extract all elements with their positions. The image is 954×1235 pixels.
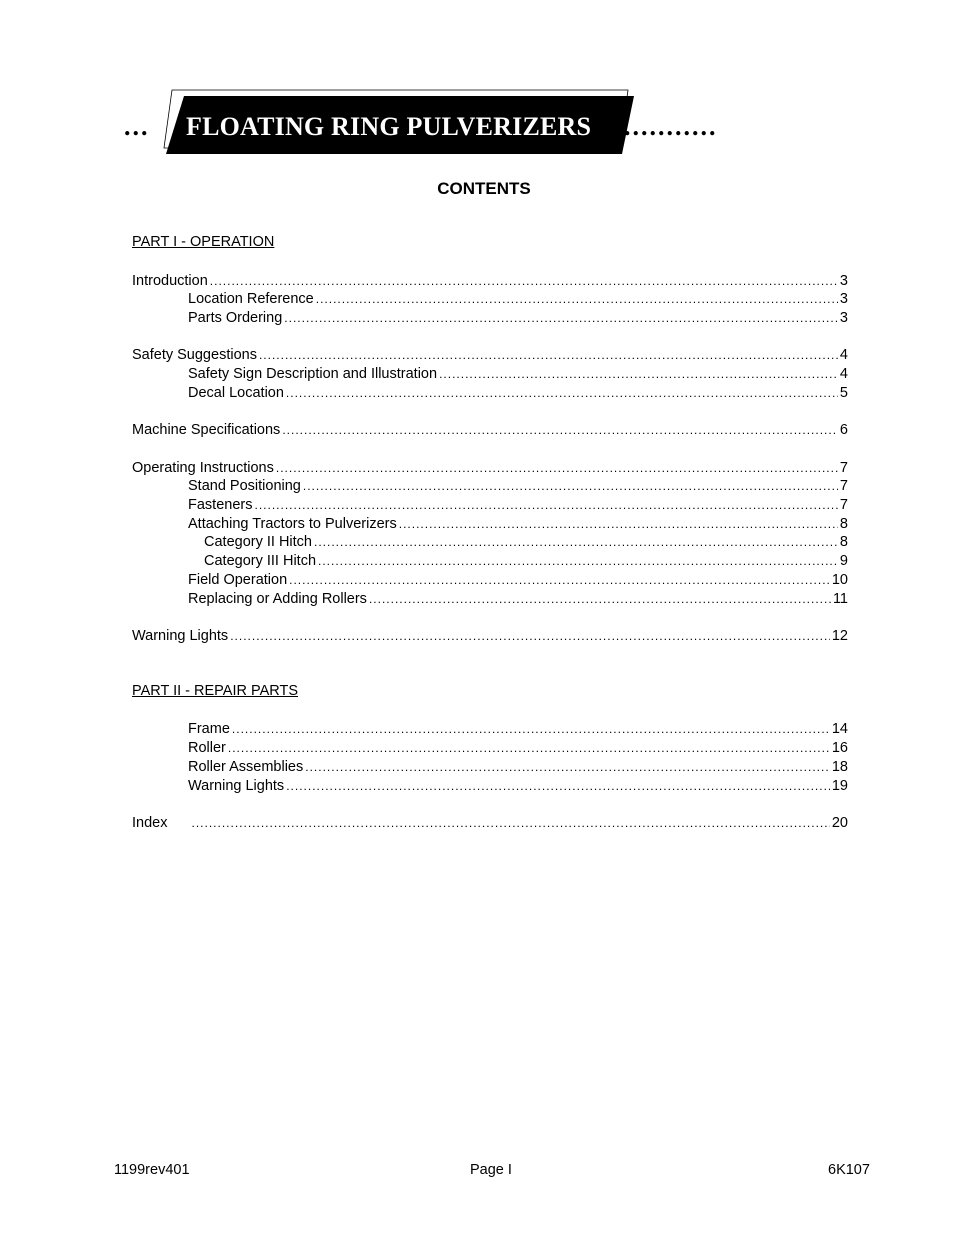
toc-page-number: 12 [831, 628, 848, 644]
toc-leader [284, 309, 838, 327]
toc-label: Stand Positioning [188, 478, 301, 494]
toc-label: Frame [188, 721, 230, 737]
toc-entry[interactable] [188, 515, 848, 533]
toc-leader [254, 496, 837, 514]
toc-label: Location Reference [188, 291, 314, 307]
toc-leader [316, 290, 838, 308]
toc-label: Field Operation [188, 572, 288, 588]
toc-page-number: 7 [839, 478, 848, 494]
toc-page-number: 3 [839, 291, 848, 307]
toc-leader [286, 384, 838, 402]
toc-label: Roller Assemblies [188, 759, 304, 775]
toc-label: Replacing or Adding Rollers [188, 591, 367, 607]
toc-entry[interactable] [188, 777, 848, 795]
toc-page-number: 19 [831, 778, 848, 794]
toc-entry[interactable] [132, 272, 848, 290]
toc-page-number: 14 [831, 721, 848, 737]
toc-label: Introduction [132, 273, 208, 289]
part2-heading: PART II - REPAIR PARTS [132, 683, 298, 699]
toc-entry[interactable] [188, 309, 848, 327]
title-banner [120, 88, 790, 160]
toc-label: Parts Ordering [188, 310, 283, 326]
toc-leader [305, 758, 830, 776]
toc-page-number: 7 [839, 497, 848, 513]
toc-page-number: 3 [839, 273, 848, 289]
toc-label: Fasteners [188, 497, 253, 513]
toc-label: Attaching Tractors to Pulverizers [188, 516, 397, 532]
toc-entry[interactable] [204, 533, 848, 551]
toc-entry[interactable] [132, 627, 848, 645]
toc-page-number: 11 [832, 591, 848, 607]
toc-page-number: 8 [839, 516, 848, 532]
toc-page-number: 3 [839, 310, 848, 326]
toc-label: Operating Instructions [132, 460, 274, 476]
toc-label: Machine Specifications [132, 422, 281, 438]
toc-label: Roller [188, 740, 226, 756]
toc-leader [276, 459, 838, 477]
toc-entry[interactable] [132, 814, 848, 832]
toc-leader [318, 552, 838, 570]
banner-dots-left: ... [124, 112, 150, 141]
toc-entry[interactable] [132, 459, 848, 477]
toc-label: Warning Lights [132, 628, 229, 644]
banner-dots-right: ........... [624, 112, 718, 141]
toc-leader [230, 627, 830, 645]
toc-leader [259, 346, 838, 364]
toc-page-number: 16 [831, 740, 848, 756]
toc-entry[interactable] [188, 365, 848, 383]
contents-title: CONTENTS [437, 179, 531, 198]
toc-leader [399, 515, 838, 533]
toc-entry[interactable] [188, 739, 848, 757]
toc-leader [191, 814, 829, 832]
toc-entry[interactable] [188, 496, 848, 514]
part1-heading: PART I - OPERATION [132, 234, 275, 250]
footer-part-number: 6K107 [828, 1162, 870, 1178]
toc-entry[interactable] [188, 758, 848, 776]
toc-leader [282, 421, 838, 439]
toc-entry[interactable] [188, 590, 848, 608]
toc-label: Index [132, 815, 168, 831]
toc-page-number: 6 [839, 422, 848, 438]
toc-leader [210, 272, 838, 290]
toc-label: Warning Lights [188, 778, 285, 794]
toc-label: Category II Hitch [204, 534, 312, 550]
toc-entry[interactable] [188, 720, 848, 738]
toc-leader [289, 571, 830, 589]
toc-entry[interactable] [188, 477, 848, 495]
toc-label: Decal Location [188, 385, 284, 401]
toc-entry[interactable] [188, 290, 848, 308]
toc-entry[interactable] [132, 346, 848, 364]
toc-page-number: 20 [831, 815, 848, 831]
toc-entry[interactable] [188, 384, 848, 402]
toc-leader [232, 720, 830, 738]
footer-document-id: 1199rev401 [114, 1162, 190, 1178]
toc-leader [439, 365, 838, 383]
toc-page-number: 8 [839, 534, 848, 550]
toc-leader [286, 777, 830, 795]
toc-page-number: 4 [839, 366, 848, 382]
toc-page-number: 7 [839, 460, 848, 476]
toc-entry[interactable] [204, 552, 848, 570]
toc-leader [314, 533, 838, 551]
toc-page-number: 5 [839, 385, 848, 401]
toc-page-number: 10 [831, 572, 848, 588]
toc-page-number: 4 [839, 347, 848, 363]
toc-leader [303, 477, 838, 495]
toc-page-number: 9 [839, 553, 848, 569]
toc-leader [228, 739, 830, 757]
toc-entry[interactable] [188, 571, 848, 589]
toc-page-number: 18 [831, 759, 848, 775]
toc-entry[interactable] [132, 421, 848, 439]
toc-label: Safety Suggestions [132, 347, 257, 363]
toc-label: Category III Hitch [204, 553, 317, 569]
footer-page-number: Page I [470, 1162, 512, 1178]
toc-label: Safety Sign Description and Illustration [188, 366, 438, 382]
toc-leader [369, 590, 831, 608]
banner-title: FLOATING RING PULVERIZERS [186, 112, 592, 141]
